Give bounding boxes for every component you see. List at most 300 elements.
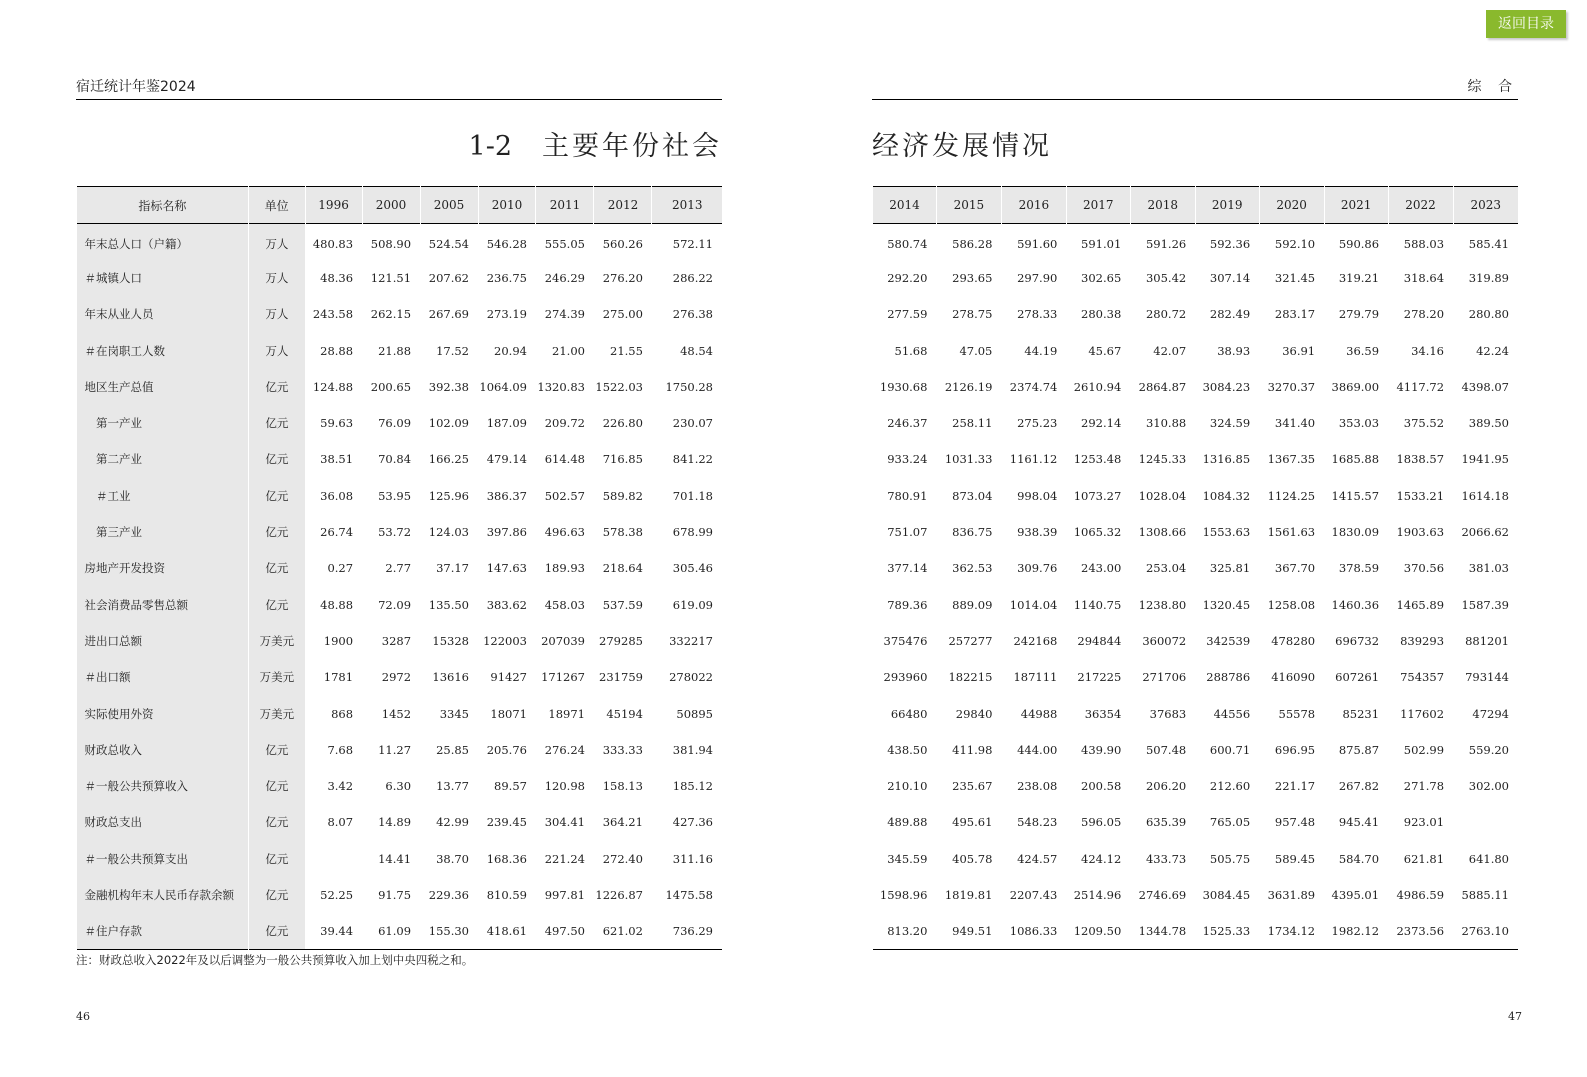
value-cell: 873.04 xyxy=(952,488,993,503)
value-cell: 189.93 xyxy=(544,561,585,576)
table-row xyxy=(77,514,723,550)
table-row xyxy=(873,224,1519,260)
value-cell: 59.63 xyxy=(320,416,354,431)
value-cell: 238.08 xyxy=(1017,779,1058,794)
value-cell: 524.54 xyxy=(428,236,469,251)
value-cell: 424.57 xyxy=(1017,851,1058,866)
value-cell: 36.08 xyxy=(320,488,354,503)
value-cell: 580.74 xyxy=(887,236,928,251)
table-row xyxy=(873,913,1519,949)
value-cell: 1941.95 xyxy=(1461,452,1509,467)
column-header-year: 2013 xyxy=(652,187,722,224)
table-row xyxy=(77,369,723,405)
value-cell: 18971 xyxy=(548,706,585,721)
value-cell: 124.03 xyxy=(428,525,469,540)
value-cell: 292.14 xyxy=(1081,416,1122,431)
value-cell: 397.86 xyxy=(486,525,527,540)
value-cell: 923.01 xyxy=(1403,815,1445,830)
value-cell: 621.81 xyxy=(1403,851,1445,866)
table-row xyxy=(77,913,723,949)
indicator-name: 第一产业 xyxy=(77,405,249,441)
indicator-unit: 亿元 xyxy=(248,550,305,586)
value-cell: 42.99 xyxy=(436,815,469,830)
value-cell: 1031.33 xyxy=(944,452,993,467)
value-cell: 342539 xyxy=(1206,633,1251,648)
value-cell: 998.04 xyxy=(1017,488,1058,503)
value-cell: 21.88 xyxy=(378,343,412,358)
value-cell: 621.02 xyxy=(602,924,643,939)
value-cell: 39.44 xyxy=(320,924,354,939)
indicator-unit: 亿元 xyxy=(248,514,305,550)
indicator-name: ＃城镇人口 xyxy=(77,260,249,296)
value-cell: 311.16 xyxy=(672,851,713,866)
value-cell: 221.17 xyxy=(1274,779,1316,794)
value-cell: 26.74 xyxy=(320,525,354,540)
value-cell: 427.36 xyxy=(672,815,713,830)
value-cell: 572.11 xyxy=(672,236,713,251)
value-cell: 479.14 xyxy=(486,452,527,467)
value-cell: 271.78 xyxy=(1403,779,1445,794)
value-cell: 47294 xyxy=(1472,706,1509,721)
value-cell: 875.87 xyxy=(1338,742,1380,757)
value-cell: 37.17 xyxy=(436,561,469,576)
value-cell: 949.51 xyxy=(952,924,993,939)
value-cell: 302.00 xyxy=(1468,779,1509,794)
indicator-name: 实际使用外资 xyxy=(77,695,249,731)
value-cell: 505.75 xyxy=(1209,851,1251,866)
table-row xyxy=(873,514,1519,550)
value-cell: 868 xyxy=(331,706,354,721)
value-cell: 36354 xyxy=(1084,706,1122,721)
value-cell: 2972 xyxy=(381,670,412,685)
value-cell: 286.22 xyxy=(672,270,713,285)
value-cell: 546.28 xyxy=(486,236,527,251)
value-cell: 588.03 xyxy=(1403,236,1445,251)
value-cell: 278.75 xyxy=(952,307,993,322)
value-cell: 439.90 xyxy=(1081,742,1122,757)
value-cell: 310.88 xyxy=(1145,416,1187,431)
column-header-year: 2020 xyxy=(1259,187,1324,224)
indicator-unit: 亿元 xyxy=(248,405,305,441)
value-cell: 585.41 xyxy=(1468,236,1509,251)
value-cell: 2.77 xyxy=(385,561,412,576)
table-header-row xyxy=(77,187,723,224)
value-cell: 1614.18 xyxy=(1461,488,1509,503)
value-cell: 38.70 xyxy=(436,851,469,866)
table-row xyxy=(873,695,1519,731)
value-cell: 424.12 xyxy=(1081,851,1122,866)
value-cell: 1587.39 xyxy=(1461,597,1509,612)
value-cell: 2207.43 xyxy=(1009,887,1058,902)
value-cell: 1830.09 xyxy=(1331,525,1380,540)
value-cell: 2373.56 xyxy=(1396,924,1445,939)
value-cell: 72.09 xyxy=(378,597,412,612)
value-cell: 218.64 xyxy=(602,561,643,576)
value-cell: 1838.57 xyxy=(1396,452,1445,467)
value-cell: 444.00 xyxy=(1017,742,1058,757)
value-cell: 37683 xyxy=(1149,706,1187,721)
value-cell: 168.36 xyxy=(486,851,527,866)
table-row xyxy=(873,478,1519,514)
value-cell: 1367.35 xyxy=(1267,452,1316,467)
value-cell: 1308.66 xyxy=(1138,525,1187,540)
value-cell: 1750.28 xyxy=(665,379,713,394)
value-cell: 2126.19 xyxy=(944,379,993,394)
value-cell: 370.56 xyxy=(1403,561,1445,576)
value-cell: 596.05 xyxy=(1081,815,1122,830)
value-cell: 1161.12 xyxy=(1009,452,1058,467)
value-cell: 1258.08 xyxy=(1267,597,1316,612)
value-cell: 200.65 xyxy=(370,379,412,394)
value-cell: 91.75 xyxy=(378,887,412,902)
indicator-name: 第三产业 xyxy=(77,514,249,550)
value-cell: 45194 xyxy=(606,706,643,721)
column-header-year: 2023 xyxy=(1453,187,1518,224)
value-cell: 411.98 xyxy=(952,742,993,757)
value-cell: 433.73 xyxy=(1145,851,1187,866)
value-cell: 586.28 xyxy=(952,236,993,251)
value-cell: 1065.32 xyxy=(1073,525,1122,540)
value-cell: 76.09 xyxy=(378,416,412,431)
value-cell: 324.59 xyxy=(1209,416,1251,431)
value-cell: 345.59 xyxy=(887,851,928,866)
indicator-unit: 万美元 xyxy=(248,623,305,659)
value-cell: 135.50 xyxy=(428,597,469,612)
indicator-name: 第二产业 xyxy=(77,441,249,477)
value-cell: 294844 xyxy=(1077,633,1122,648)
value-cell: 246.29 xyxy=(544,270,585,285)
value-cell: 2066.62 xyxy=(1461,525,1509,540)
page-title-left xyxy=(76,124,722,163)
table-row xyxy=(77,441,723,477)
value-cell: 360072 xyxy=(1142,633,1187,648)
value-cell: 957.48 xyxy=(1274,815,1316,830)
indicator-unit: 亿元 xyxy=(248,877,305,913)
value-cell: 321.45 xyxy=(1274,270,1316,285)
indicator-name: 地区生产总值 xyxy=(77,369,249,405)
column-header-year: 2010 xyxy=(478,187,536,224)
value-cell: 70.84 xyxy=(378,452,412,467)
value-cell: 938.39 xyxy=(1017,525,1058,540)
value-cell: 246.37 xyxy=(887,416,928,431)
value-cell: 278.20 xyxy=(1403,307,1445,322)
indicator-name: ＃在岗职工人数 xyxy=(77,332,249,368)
value-cell: 1209.50 xyxy=(1073,924,1122,939)
value-cell: 578.38 xyxy=(602,525,643,540)
value-cell: 48.36 xyxy=(320,270,354,285)
indicator-unit: 亿元 xyxy=(248,441,305,477)
value-cell: 257277 xyxy=(948,633,993,648)
value-cell: 997.81 xyxy=(544,887,585,902)
value-cell: 20.94 xyxy=(494,343,527,358)
value-cell: 614.48 xyxy=(544,452,585,467)
value-cell: 318.64 xyxy=(1403,270,1445,285)
value-cell: 5885.11 xyxy=(1461,887,1509,902)
value-cell: 235.67 xyxy=(952,779,993,794)
table-row xyxy=(873,405,1519,441)
value-cell: 276.20 xyxy=(602,270,643,285)
value-cell: 1734.12 xyxy=(1267,924,1316,939)
column-header-year: 2012 xyxy=(594,187,652,224)
value-cell: 91427 xyxy=(490,670,527,685)
indicator-name: ＃出口额 xyxy=(77,659,249,695)
column-header-unit: 单位 xyxy=(248,187,305,224)
value-cell: 600.71 xyxy=(1209,742,1251,757)
column-header-year: 2017 xyxy=(1066,187,1130,224)
section-header: 综 合 xyxy=(872,76,1518,100)
indicator-unit: 亿元 xyxy=(248,369,305,405)
value-cell: 44988 xyxy=(1020,706,1058,721)
value-cell: 155.30 xyxy=(428,924,469,939)
indicator-name: ＃工业 xyxy=(77,478,249,514)
value-cell: 185.12 xyxy=(672,779,713,794)
column-header-name: 指标名称 xyxy=(77,187,249,224)
value-cell: 2746.69 xyxy=(1138,887,1187,902)
value-cell: 2610.94 xyxy=(1073,379,1122,394)
indicator-unit: 亿元 xyxy=(248,804,305,840)
table-header-row xyxy=(873,187,1519,224)
value-cell: 841.22 xyxy=(672,452,713,467)
value-cell: 1064.09 xyxy=(479,379,527,394)
value-cell: 207039 xyxy=(541,633,585,648)
value-cell: 438.50 xyxy=(887,742,928,757)
column-header-year: 2021 xyxy=(1324,187,1388,224)
value-cell: 341.40 xyxy=(1274,416,1316,431)
value-cell: 17.52 xyxy=(436,343,469,358)
value-cell: 1903.63 xyxy=(1396,525,1445,540)
value-cell: 3084.23 xyxy=(1202,379,1251,394)
indicator-name: ＃住户存款 xyxy=(77,913,249,949)
value-cell: 187111 xyxy=(1013,670,1058,685)
value-cell: 280.72 xyxy=(1145,307,1187,322)
value-cell: 283.17 xyxy=(1274,307,1316,322)
value-cell: 6.30 xyxy=(385,779,412,794)
value-cell: 1553.63 xyxy=(1202,525,1251,540)
column-header-year: 2018 xyxy=(1130,187,1195,224)
value-cell: 66480 xyxy=(890,706,928,721)
value-cell: 120.98 xyxy=(544,779,585,794)
value-cell: 1930.68 xyxy=(879,379,928,394)
value-cell: 389.50 xyxy=(1468,416,1509,431)
value-cell: 45.67 xyxy=(1088,343,1122,358)
value-cell: 258.11 xyxy=(952,416,993,431)
indicator-name: 房地产开发投资 xyxy=(77,550,249,586)
table-row xyxy=(77,296,723,332)
indicator-name: 财政总支出 xyxy=(77,804,249,840)
value-cell: 1316.85 xyxy=(1202,452,1251,467)
value-cell xyxy=(305,841,362,877)
value-cell: 839293 xyxy=(1400,633,1445,648)
value-cell: 635.39 xyxy=(1145,815,1187,830)
value-cell: 1561.63 xyxy=(1267,525,1316,540)
value-cell: 34.16 xyxy=(1411,343,1445,358)
table-row xyxy=(77,804,723,840)
value-cell: 1685.88 xyxy=(1331,452,1380,467)
table-row xyxy=(873,623,1519,659)
value-cell: 288786 xyxy=(1206,670,1251,685)
value-cell: 302.65 xyxy=(1081,270,1122,285)
value-cell: 48.88 xyxy=(320,597,354,612)
value-cell: 4986.59 xyxy=(1396,887,1445,902)
table-row xyxy=(873,841,1519,877)
value-cell: 166.25 xyxy=(428,452,469,467)
value-cell: 239.45 xyxy=(486,815,527,830)
value-cell: 279.79 xyxy=(1338,307,1380,322)
value-cell: 1452 xyxy=(381,706,412,721)
value-cell: 305.46 xyxy=(672,561,713,576)
table-row xyxy=(77,841,723,877)
value-cell: 293.65 xyxy=(952,270,993,285)
value-cell: 278.33 xyxy=(1017,307,1058,322)
indicator-unit: 亿元 xyxy=(248,478,305,514)
value-cell: 55578 xyxy=(1278,706,1316,721)
value-cell: 3631.89 xyxy=(1267,887,1316,902)
indicator-unit: 万美元 xyxy=(248,695,305,731)
value-cell: 3270.37 xyxy=(1267,379,1316,394)
value-cell: 754357 xyxy=(1400,670,1445,685)
value-cell: 212.60 xyxy=(1209,779,1251,794)
value-cell: 42.07 xyxy=(1153,343,1187,358)
value-cell: 13.77 xyxy=(436,779,469,794)
table-right xyxy=(872,186,1518,950)
value-cell: 307.14 xyxy=(1209,270,1251,285)
table-row xyxy=(873,804,1519,840)
column-header-year: 2000 xyxy=(362,187,420,224)
table-row xyxy=(873,441,1519,477)
value-cell: 61.09 xyxy=(378,924,412,939)
value-cell: 810.59 xyxy=(486,887,527,902)
value-cell: 619.09 xyxy=(672,597,713,612)
table-row xyxy=(873,260,1519,296)
value-cell: 4398.07 xyxy=(1461,379,1509,394)
value-cell: 1525.33 xyxy=(1202,924,1251,939)
value-cell: 262.15 xyxy=(370,307,412,322)
value-cell: 765.05 xyxy=(1209,815,1251,830)
value-cell: 282.49 xyxy=(1209,307,1251,322)
value-cell: 38.51 xyxy=(320,452,354,467)
value-cell: 1598.96 xyxy=(879,887,928,902)
value-cell: 28.88 xyxy=(320,343,354,358)
value-cell: 1781 xyxy=(323,670,354,685)
value-cell: 945.41 xyxy=(1338,815,1380,830)
value-cell: 200.58 xyxy=(1081,779,1122,794)
value-cell: 780.91 xyxy=(887,488,928,503)
back-to-contents-button[interactable]: 返回目录 xyxy=(1486,10,1566,38)
value-cell: 277.59 xyxy=(887,307,928,322)
indicator-unit: 亿元 xyxy=(248,732,305,768)
table-row xyxy=(77,695,723,731)
column-header-year: 2014 xyxy=(873,187,937,224)
value-cell: 607261 xyxy=(1335,670,1380,685)
value-cell: 1028.04 xyxy=(1138,488,1187,503)
value-cell: 1140.75 xyxy=(1073,597,1122,612)
value-cell: 205.76 xyxy=(486,742,527,757)
value-cell: 280.80 xyxy=(1468,307,1509,322)
value-cell: 392.38 xyxy=(428,379,469,394)
value-cell: 1982.12 xyxy=(1331,924,1380,939)
table-row xyxy=(873,659,1519,695)
value-cell: 236.75 xyxy=(486,270,527,285)
value-cell: 1415.57 xyxy=(1331,488,1380,503)
value-cell: 325.81 xyxy=(1209,561,1251,576)
value-cell: 1320.45 xyxy=(1202,597,1251,612)
value-cell: 497.50 xyxy=(544,924,585,939)
value-cell: 1124.25 xyxy=(1267,488,1316,503)
value-cell: 319.89 xyxy=(1468,270,1509,285)
column-header-year: 2011 xyxy=(536,187,594,224)
value-cell: 480.83 xyxy=(312,236,354,251)
value-cell: 304.41 xyxy=(544,815,585,830)
value-cell: 1073.27 xyxy=(1073,488,1122,503)
value-cell: 502.99 xyxy=(1403,742,1445,757)
value-cell: 1475.58 xyxy=(665,887,713,902)
indicator-unit: 万人 xyxy=(248,332,305,368)
value-cell: 1460.36 xyxy=(1331,597,1380,612)
page-number-left: 46 xyxy=(76,1010,90,1023)
table-row xyxy=(77,768,723,804)
value-cell: 489.88 xyxy=(887,815,928,830)
indicator-name: ＃一般公共预算收入 xyxy=(77,768,249,804)
value-cell: 736.29 xyxy=(672,924,713,939)
table-number: 1-2 xyxy=(468,131,512,162)
value-cell: 25.85 xyxy=(436,742,469,757)
value-cell: 3287 xyxy=(381,633,412,648)
value-cell: 117602 xyxy=(1400,706,1445,721)
value-cell: 297.90 xyxy=(1017,270,1058,285)
value-cell: 229.36 xyxy=(428,887,469,902)
value-cell: 560.26 xyxy=(602,236,643,251)
value-cell: 591.26 xyxy=(1145,236,1187,251)
value-cell: 375476 xyxy=(883,633,928,648)
value-cell: 2864.87 xyxy=(1138,379,1187,394)
value-cell: 89.57 xyxy=(494,779,527,794)
value-cell: 21.55 xyxy=(610,343,643,358)
indicator-name: 年末从业人员 xyxy=(77,296,249,332)
table-row xyxy=(77,224,723,260)
table-row xyxy=(77,332,723,368)
value-cell: 3084.45 xyxy=(1202,887,1251,902)
value-cell: 209.72 xyxy=(544,416,585,431)
title-part-1: 主要年份社会 xyxy=(542,131,722,162)
value-cell: 1522.03 xyxy=(595,379,643,394)
value-cell: 13616 xyxy=(432,670,469,685)
value-cell: 243.00 xyxy=(1081,561,1122,576)
table-left xyxy=(76,186,722,950)
value-cell: 332217 xyxy=(669,633,713,648)
value-cell: 171267 xyxy=(541,670,585,685)
table-row xyxy=(873,877,1519,913)
value-cell: 3869.00 xyxy=(1331,379,1380,394)
value-cell: 53.72 xyxy=(378,525,412,540)
value-cell: 2374.74 xyxy=(1009,379,1058,394)
value-cell: 158.13 xyxy=(602,779,643,794)
indicator-name: 财政总收入 xyxy=(77,732,249,768)
column-header-year: 2022 xyxy=(1388,187,1453,224)
table-row xyxy=(77,732,723,768)
table-row xyxy=(873,586,1519,622)
value-cell: 836.75 xyxy=(952,525,993,540)
table-row xyxy=(77,623,723,659)
column-header-year: 1996 xyxy=(305,187,362,224)
value-cell: 377.14 xyxy=(887,561,928,576)
value-cell: 2514.96 xyxy=(1073,887,1122,902)
value-cell: 889.09 xyxy=(952,597,993,612)
yearbook-header: 宿迁统计年鉴2024 xyxy=(76,76,722,100)
value-cell: 559.20 xyxy=(1468,742,1509,757)
value-cell: 495.61 xyxy=(952,815,993,830)
value-cell: 243.58 xyxy=(312,307,354,322)
value-cell: 44.19 xyxy=(1024,343,1058,358)
